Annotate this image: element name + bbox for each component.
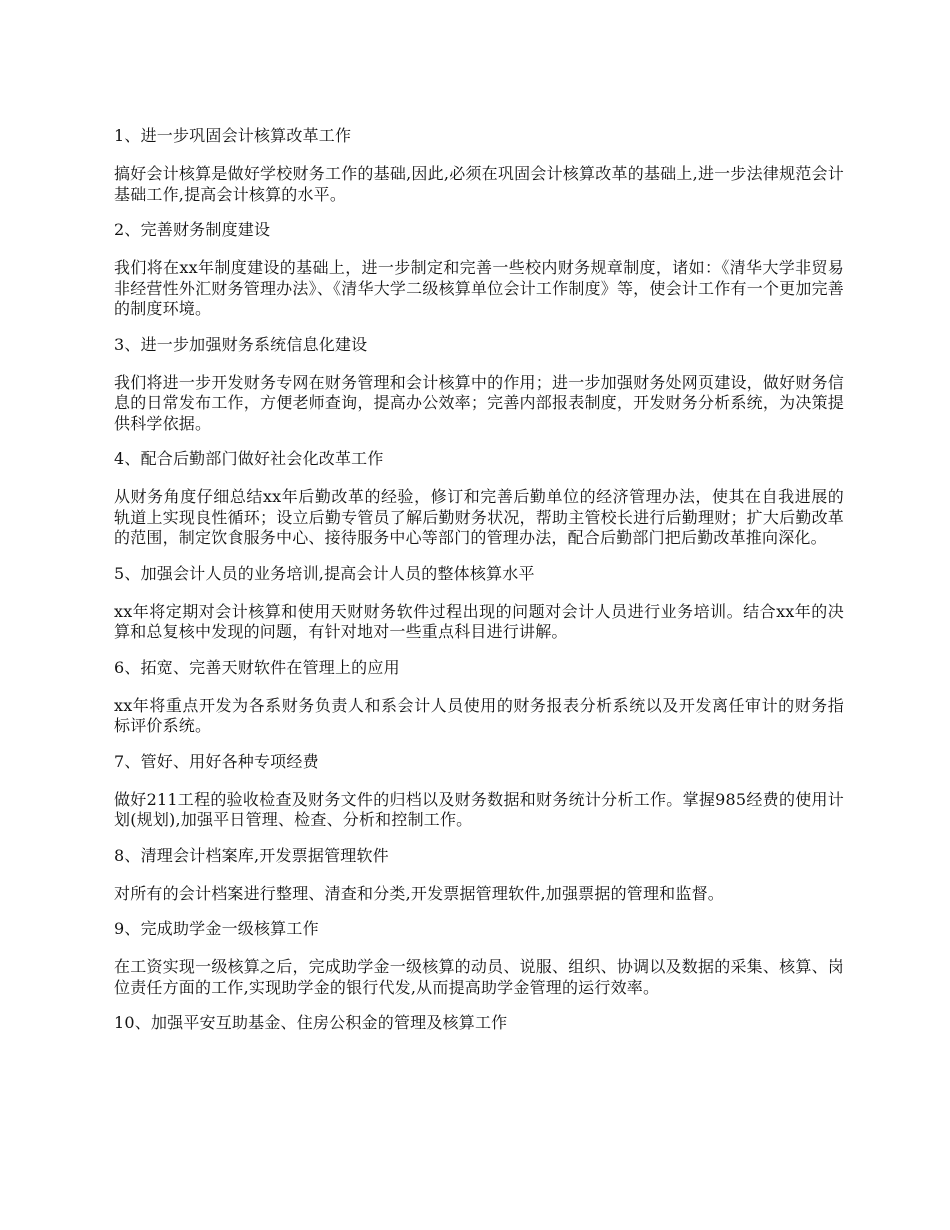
section-heading: 1、进一步巩固会计核算改革工作 <box>114 126 352 145</box>
section-heading: 4、配合后勤部门做好社会化改革工作 <box>114 449 384 468</box>
section-1 <box>114 124 844 205</box>
section-body: 我们将进一步开发财务专网在财务管理和会计核算中的作用；进一步加强财务处网页建设，做好财务信息的日常发布工作，方便老师查询，提高办公效率；完善内部报表制度，开发财务分析系统，为决策提供科学依据。 <box>114 372 844 433</box>
section-heading: 9、完成助学金一级核算工作 <box>114 919 319 938</box>
section-10 <box>114 1011 844 1035</box>
section-6 <box>114 656 844 737</box>
section-body: 我们将在xx年制度建设的基础上，进一步制定和完善一些校内财务规章制度，诸如：《清华大学非贸易非经营性外汇财务管理办法》、《清华大学二级核算单位会计工作制度》等，使会计工作有一个更加完善的制度环境。 <box>114 258 844 318</box>
section-7 <box>114 750 844 831</box>
section-body: xx年将重点开发为各系财务负责人和系会计人员使用的财务报表分析系统以及开发离任审计的财务指标评价系统。 <box>114 695 844 735</box>
section-heading: 10、加强平安互助基金、住房公积金的管理及核算工作 <box>114 1013 508 1032</box>
section-heading: 2、完善财务制度建设 <box>114 220 271 239</box>
section-heading: 8、清理会计档案库,开发票据管理软件 <box>114 845 389 865</box>
section-body: xx年将定期对会计核算和使用天财财务软件过程出现的问题对会计人员进行业务培训。结合xx年的决算和总复核中发现的问题，有针对地对一些重点科目进行讲解。 <box>114 601 844 641</box>
section-heading: 5、加强会计人员的业务培训,提高会计人员的整体核算水平 <box>114 563 535 583</box>
section-body: 在工资实现一级核算之后，完成助学金一级核算的动员、说服、组织、协调以及数据的采集、核算、岗位责任方面的工作,实现助学金的银行代发,从而提高助学金管理的运行效率。 <box>114 957 844 997</box>
section-9 <box>114 917 844 998</box>
section-body: 做好211工程的验收检查及财务文件的归档以及财务数据和财务统计分析工作。掌握985经费的使用计划(规划),加强平日管理、检查、分析和控制工作。 <box>114 789 844 829</box>
section-4 <box>114 447 844 549</box>
section-body: 对所有的会计档案进行整理、清查和分类,开发票据管理软件,加强票据的管理和监督。 <box>114 883 724 903</box>
document-page <box>114 124 844 1051</box>
section-body: 搞好会计核算是做好学校财务工作的基础,因此,必须在巩固会计核算改革的基础上,进一步法律规范会计基础工作,提高会计核算的水平。 <box>114 164 844 204</box>
section-heading: 6、拓宽、完善天财软件在管理上的应用 <box>114 657 400 677</box>
section-2 <box>114 218 844 320</box>
section-heading: 3、进一步加强财务系统信息化建设 <box>114 334 368 354</box>
section-5 <box>114 562 844 643</box>
section-3 <box>114 333 844 435</box>
section-body: 从财务角度仔细总结xx年后勤改革的经验，修订和完善后勤单位的经济管理办法，使其在自我进展的轨道上实现良性循环；设立后勤专管员了解后勤财务状况，帮助主管校长进行后勤理财；扩大后勤改革的范围，制定饮食服务中心、接待服务中心等部门的管理办法，配合后勤部门把后勤改革推向深化。 <box>114 487 844 547</box>
section-8 <box>114 844 844 905</box>
section-heading: 7、管好、用好各种专项经费 <box>114 751 319 771</box>
